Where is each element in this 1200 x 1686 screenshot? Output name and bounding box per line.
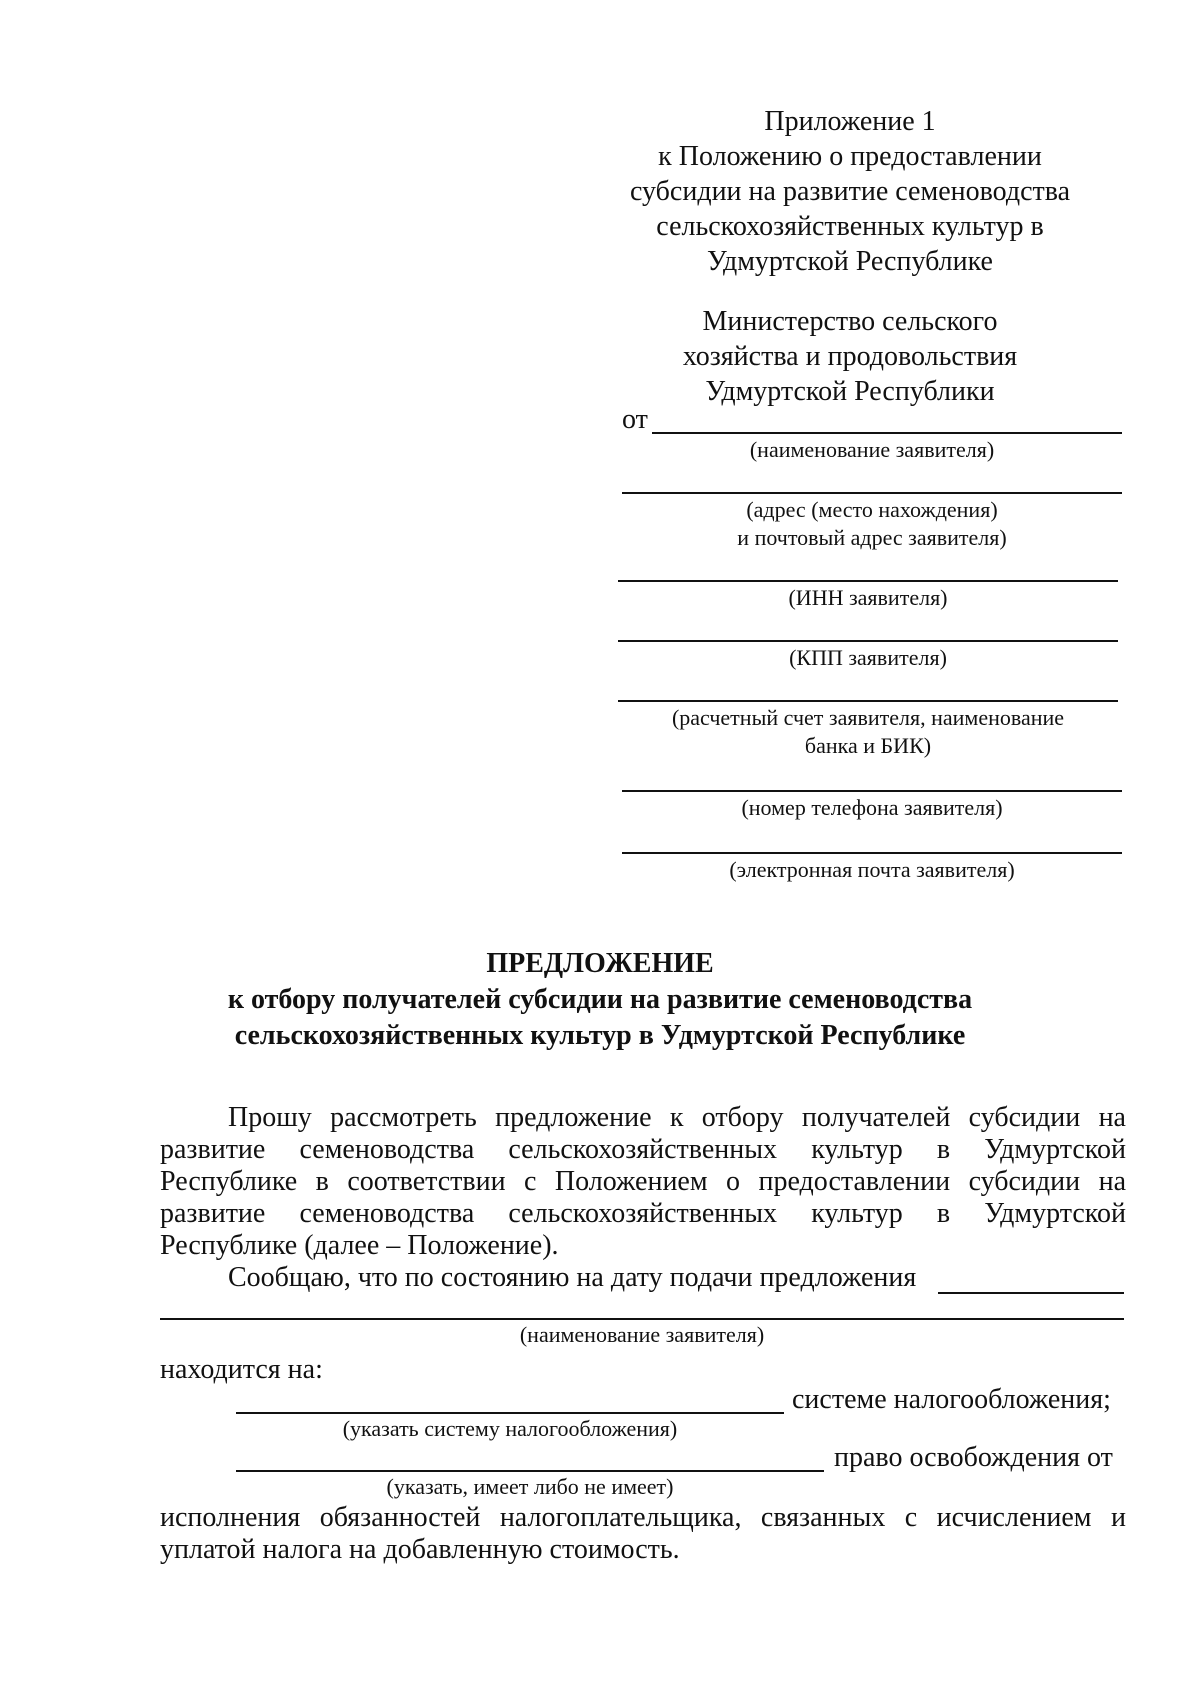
word: Прошу [228, 1102, 312, 1133]
word: о [726, 1166, 741, 1197]
addressee-line: Удмуртской Республики [705, 376, 995, 407]
applicant-name-inline-field[interactable] [160, 1318, 1124, 1320]
exemption-caption: (указать, имеет либо не имеет) [386, 1474, 674, 1499]
word: с [904, 1502, 918, 1533]
applicant-phone-field[interactable] [622, 790, 1122, 792]
word: культур [811, 1198, 903, 1229]
address-caption-line2: и почтовый адрес заявителя) [737, 525, 1007, 550]
word: в [315, 1166, 329, 1197]
inn-caption: (ИНН заявителя) [788, 585, 948, 610]
addressee-block [600, 304, 1100, 409]
word: предложение [495, 1102, 652, 1133]
appendix-line: субсидии на развитие семеноводства [629, 176, 1071, 207]
exemption-suffix: право освобождения от [834, 1442, 1113, 1473]
applicant-name-inline-caption: (наименование заявителя) [519, 1322, 765, 1347]
paragraph-1-line-4 [160, 1198, 1126, 1230]
appendix-line: сельскохозяйственных культур в [656, 211, 1044, 242]
report-date-field[interactable] [938, 1292, 1124, 1294]
word: получателей [801, 1102, 951, 1133]
word: налогоплательщика, [499, 1502, 742, 1533]
paragraph-1-line-1 [228, 1102, 1126, 1134]
tax-system-suffix: системе налогообложения; [792, 1384, 1111, 1415]
document-subtitle-line1: к отбору получателей субсидии на развитие семеноводства [227, 984, 973, 1015]
word: субсидии [968, 1102, 1081, 1133]
word: с [524, 1166, 537, 1197]
appendix-line: Приложение 1 [764, 106, 936, 137]
appendix-line: к Положению о предоставлении [658, 141, 1042, 172]
addressee-line: Министерство сельского [702, 306, 998, 337]
word: исчислением [936, 1502, 1092, 1533]
document-title: ПРЕДЛОЖЕНИЕ [486, 948, 714, 979]
word: обязанностей [319, 1502, 481, 1533]
kpp-caption: (КПП заявителя) [789, 645, 947, 670]
address-caption-line1: (адрес (место нахождения) [746, 497, 998, 522]
paragraph-1-line-2 [160, 1134, 1126, 1166]
paragraph-2-line-1: Сообщаю, что по состоянию на дату подачи предложения [228, 1262, 917, 1293]
word: Удмуртской [984, 1134, 1126, 1165]
applicant-email-field[interactable] [622, 852, 1122, 854]
word: связанных [760, 1502, 886, 1533]
word: развитие [160, 1198, 266, 1229]
word: к [669, 1102, 684, 1133]
email-caption: (электронная почта заявителя) [729, 857, 1015, 882]
exemption-field[interactable] [236, 1470, 824, 1472]
word: исполнения [160, 1502, 301, 1533]
appendix-line: Удмуртской Республике [707, 246, 993, 277]
word: субсидии [968, 1166, 1081, 1197]
located-on-label: находится на: [160, 1354, 323, 1385]
word: Удмуртской [984, 1198, 1126, 1229]
phone-caption: (номер телефона заявителя) [741, 795, 1003, 820]
account-caption-line1: (расчетный счет заявителя, наименование [671, 705, 1065, 730]
word: на [1098, 1166, 1126, 1197]
word: на [1098, 1102, 1126, 1133]
word: соответствии [347, 1166, 506, 1197]
from-label: от [622, 404, 648, 435]
applicant-name-caption: (наименование заявителя) [749, 437, 995, 462]
word: семеноводства [299, 1134, 475, 1165]
tax-system-caption: (указать систему налогообложения) [342, 1416, 678, 1441]
applicant-account-field[interactable] [618, 700, 1118, 702]
paragraph-1-line-5: Республике (далее – Положение). [160, 1230, 559, 1261]
appendix-header [600, 104, 1100, 279]
document-subtitle-line2: сельскохозяйственных культур в Удмуртской Республике [234, 1020, 966, 1051]
word: развитие [160, 1134, 266, 1165]
addressee-line: хозяйства и продовольствия [682, 341, 1018, 372]
word: сельскохозяйственных [508, 1198, 778, 1229]
word: семеноводства [299, 1198, 475, 1229]
word: Республике [160, 1166, 298, 1197]
paragraph-3-line-1 [160, 1502, 1126, 1534]
word: культур [811, 1134, 903, 1165]
word: в [936, 1198, 951, 1229]
word: в [936, 1134, 951, 1165]
word: предоставлении [758, 1166, 951, 1197]
paragraph-3-line-2: уплатой налога на добавленную стоимость. [160, 1534, 680, 1565]
tax-system-field[interactable] [236, 1412, 784, 1414]
applicant-kpp-field[interactable] [618, 640, 1118, 642]
word: сельскохозяйственных [508, 1134, 778, 1165]
word: рассмотреть [330, 1102, 477, 1133]
applicant-inn-field[interactable] [618, 580, 1118, 582]
applicant-address-field[interactable] [622, 492, 1122, 494]
word: Положением [554, 1166, 708, 1197]
applicant-name-field[interactable] [652, 432, 1122, 434]
word: и [1110, 1502, 1126, 1533]
paragraph-1-line-3 [160, 1166, 1126, 1198]
account-caption-line2: банка и БИК) [804, 733, 932, 758]
word: отбору [701, 1102, 784, 1133]
